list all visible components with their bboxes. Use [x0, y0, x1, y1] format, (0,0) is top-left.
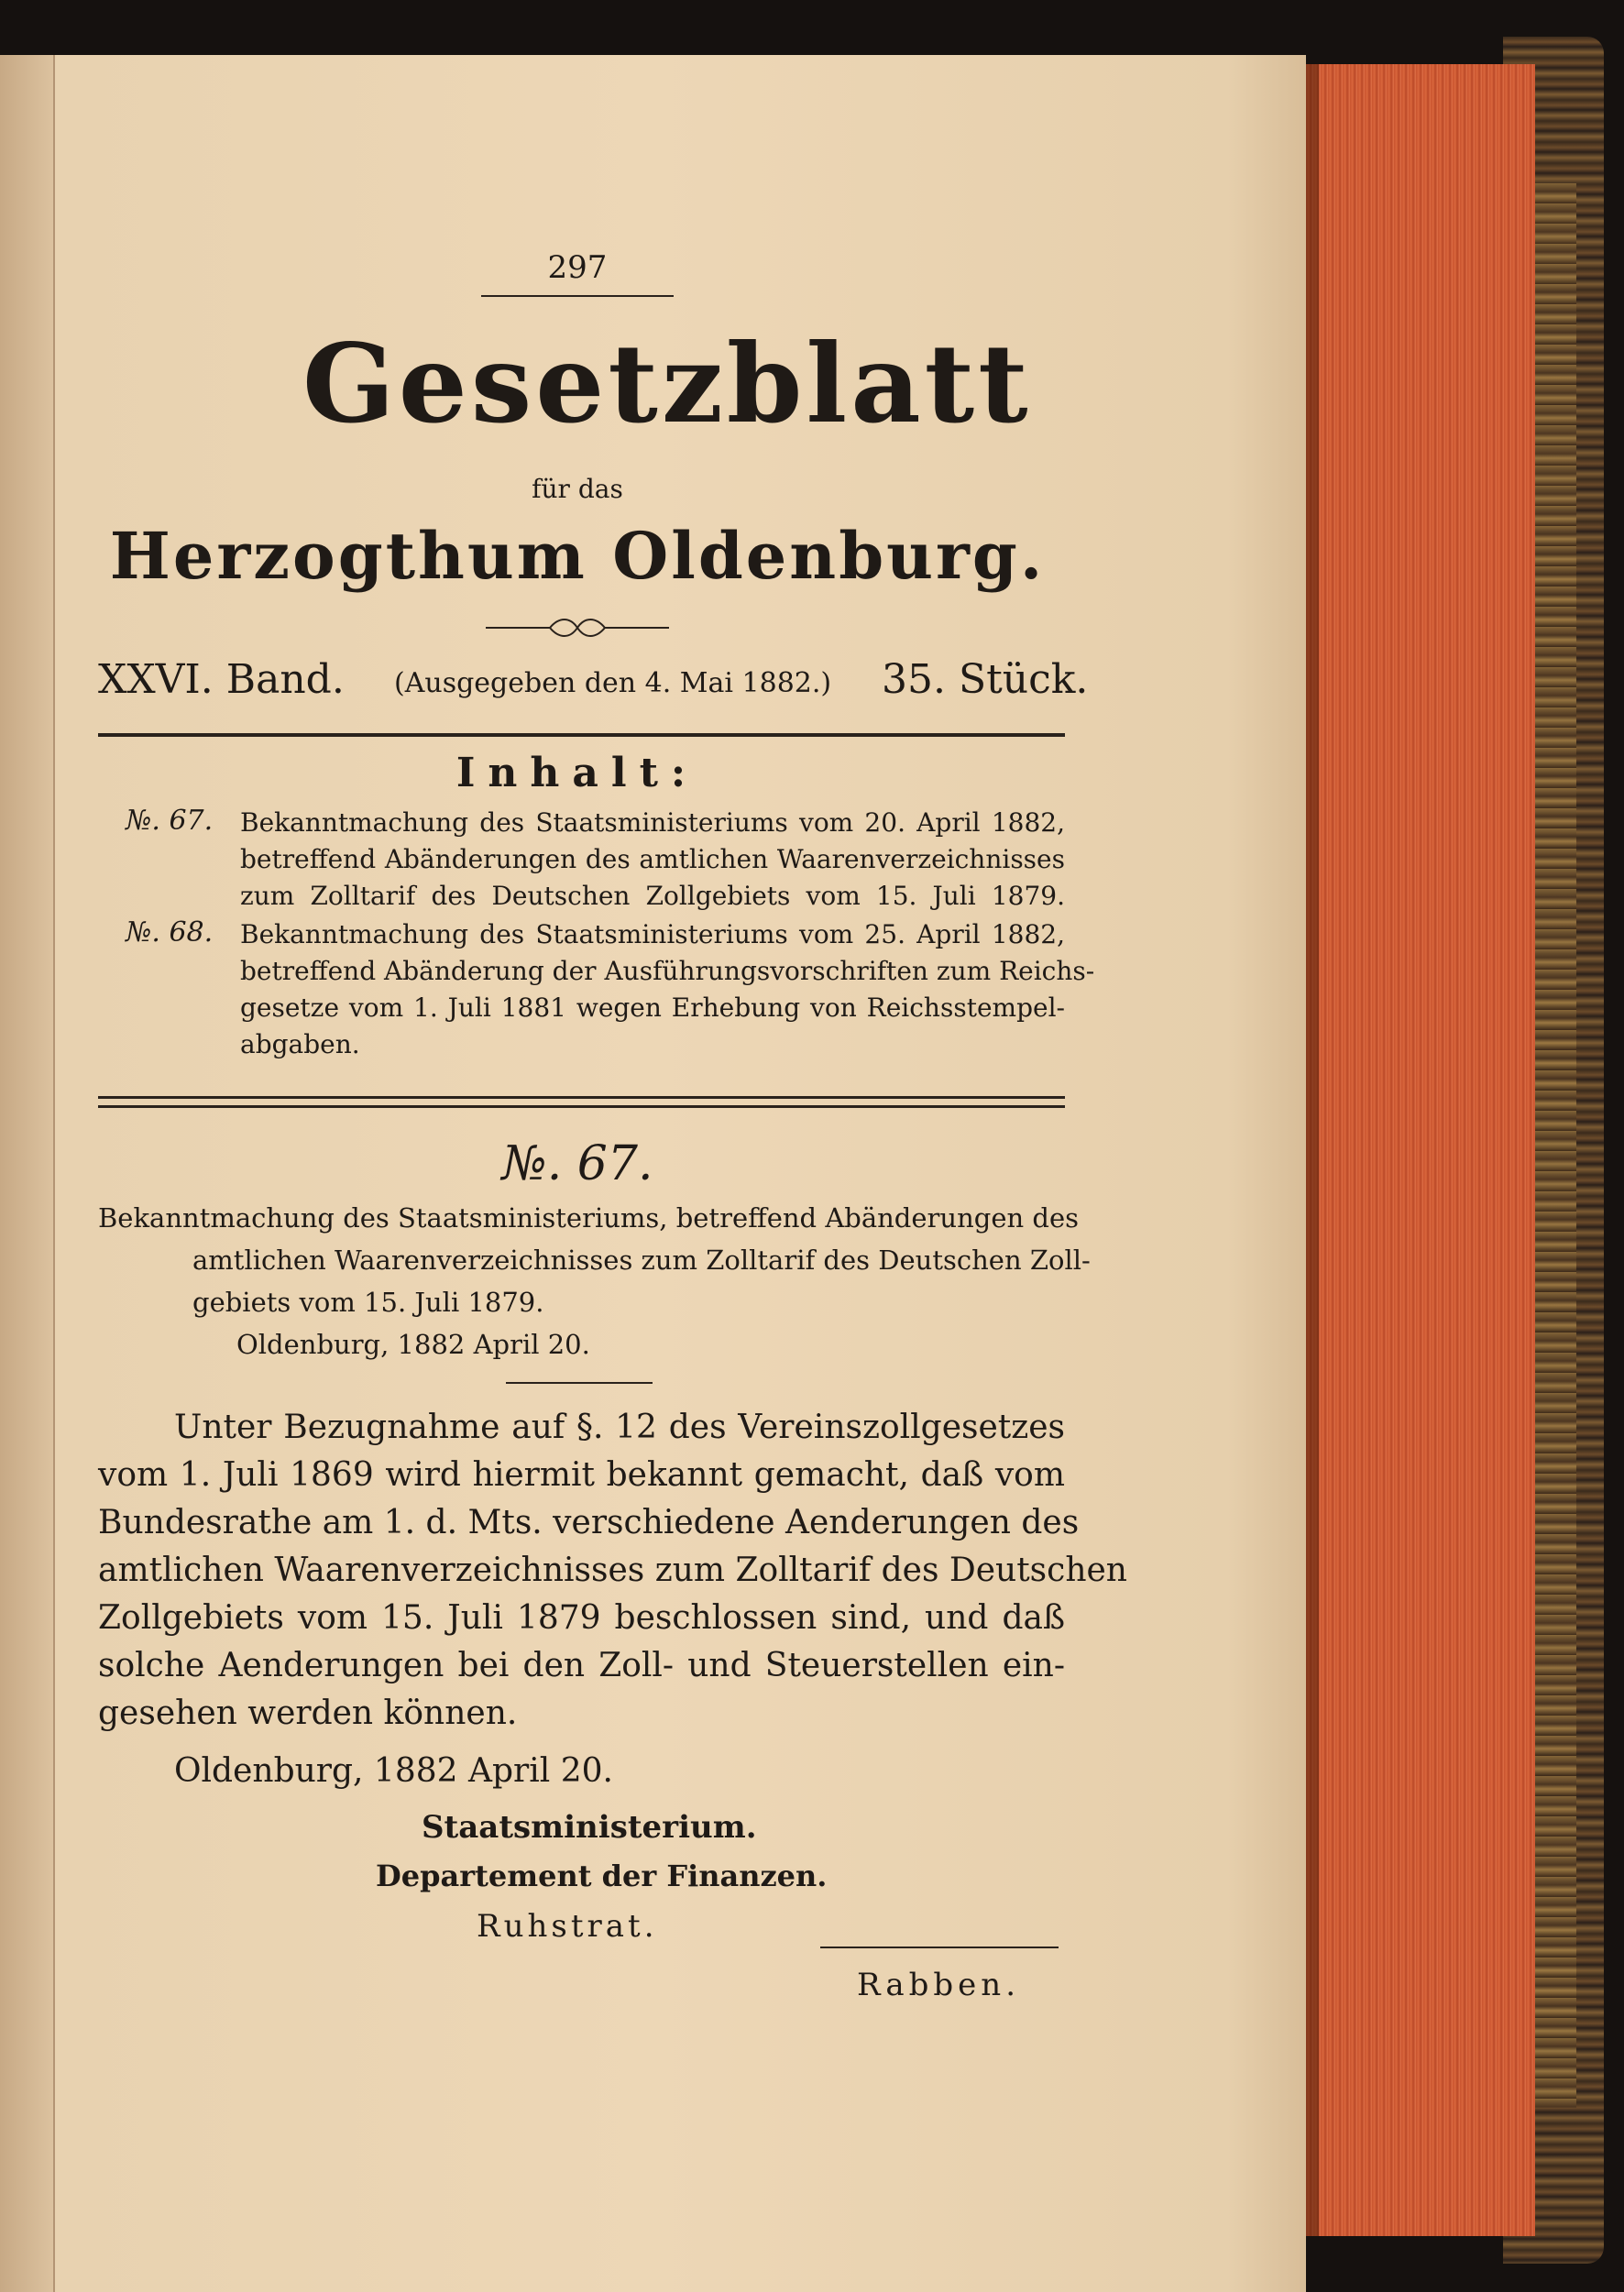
toc-entry-number: №. 68. [126, 916, 214, 949]
body-line: Bundesrathe am 1. d. Mts. verschiedene Aenderungen des [98, 1504, 1080, 1541]
volume-band: XXVI. Band. [98, 656, 345, 703]
countersignatory: Rabben. [857, 1967, 1021, 2003]
contents-bottom-rule [98, 1096, 1065, 1099]
contents-heading: Inhalt: [455, 750, 699, 796]
body-line: amtlichen Waarenverzeichnisses zum Zolltarif des Deutschen [98, 1552, 1127, 1589]
section-number: №. 67. [501, 1136, 653, 1191]
toc-entry-line: Bekanntmachung des Staatsministeriums vom 25. April 1882, [240, 919, 1065, 949]
section-place-date: Oldenburg, 1882 April 20. [236, 1329, 590, 1360]
body-line: vom 1. Juli 1869 wird hiermit bekannt gemacht, daß vom [98, 1456, 1065, 1494]
authority: Staatsministerium. [422, 1809, 757, 1846]
toc-entry-line: betreffend Abänderung der Ausführungsvorschriften zum Reichs- [240, 956, 1095, 986]
countersign-rule [820, 1947, 1059, 1948]
previous-page-edge [0, 55, 55, 2292]
toc-entry-line: Bekanntmachung des Staatsministeriums vom 20. April 1882, [240, 807, 1065, 838]
publication-subtitle: für das [532, 474, 623, 504]
contents-bottom-rule-2 [98, 1105, 1065, 1108]
section-rule [506, 1382, 653, 1384]
issue-date: (Ausgegeben den 4. Mai 1882.) [394, 667, 832, 699]
red-page-edges [1306, 64, 1535, 2236]
toc-entry-line: gesetze vom 1. Juli 1881 wegen Erhebung von Reichsstempel- [240, 992, 1065, 1023]
toc-entry-number: №. 67. [126, 805, 214, 837]
toc-entry-line: betreffend Abänderungen des amtlichen Waarenverzeichnisses [240, 844, 1065, 874]
toc-entry-line: abgaben. [240, 1029, 360, 1059]
body-line: solche Aenderungen bei den Zoll- und Steuerstellen ein- [98, 1647, 1065, 1684]
issue-number: 35. Stück. [882, 656, 1089, 703]
closing-place-date: Oldenburg, 1882 April 20. [174, 1752, 613, 1790]
body-line: Unter Bezugnahme auf §. 12 des Vereinszollgesetzes [174, 1409, 1065, 1446]
publication-region: Herzogthum Oldenburg. [109, 518, 1046, 594]
contents-top-rule [98, 733, 1065, 737]
section-heading-line: amtlichen Waarenverzeichnisses zum Zolltarif des Deutschen Zoll- [192, 1245, 1091, 1276]
body-line: Zollgebiets vom 15. Juli 1879 beschlossen sind, und daß [98, 1599, 1065, 1637]
department: Departement der Finanzen. [376, 1859, 828, 1893]
signatory: Ruhstrat. [477, 1908, 658, 1945]
page-number: 297 [547, 249, 608, 286]
body-line: gesehen werden können. [98, 1694, 518, 1732]
section-heading-line: Bekanntmachung des Staatsministeriums, betreffend Abänderungen des [98, 1202, 1079, 1234]
section-heading-line: gebiets vom 15. Juli 1879. [192, 1287, 544, 1318]
toc-entry-line: zum Zolltarif des Deutschen Zollgebiets vom 15. Juli 1879. [240, 881, 1065, 911]
header-rule [481, 295, 674, 297]
publication-title: Gesetzblatt [302, 320, 1032, 447]
page-edge-shadow [1306, 64, 1319, 2236]
ornament-divider [486, 609, 669, 646]
